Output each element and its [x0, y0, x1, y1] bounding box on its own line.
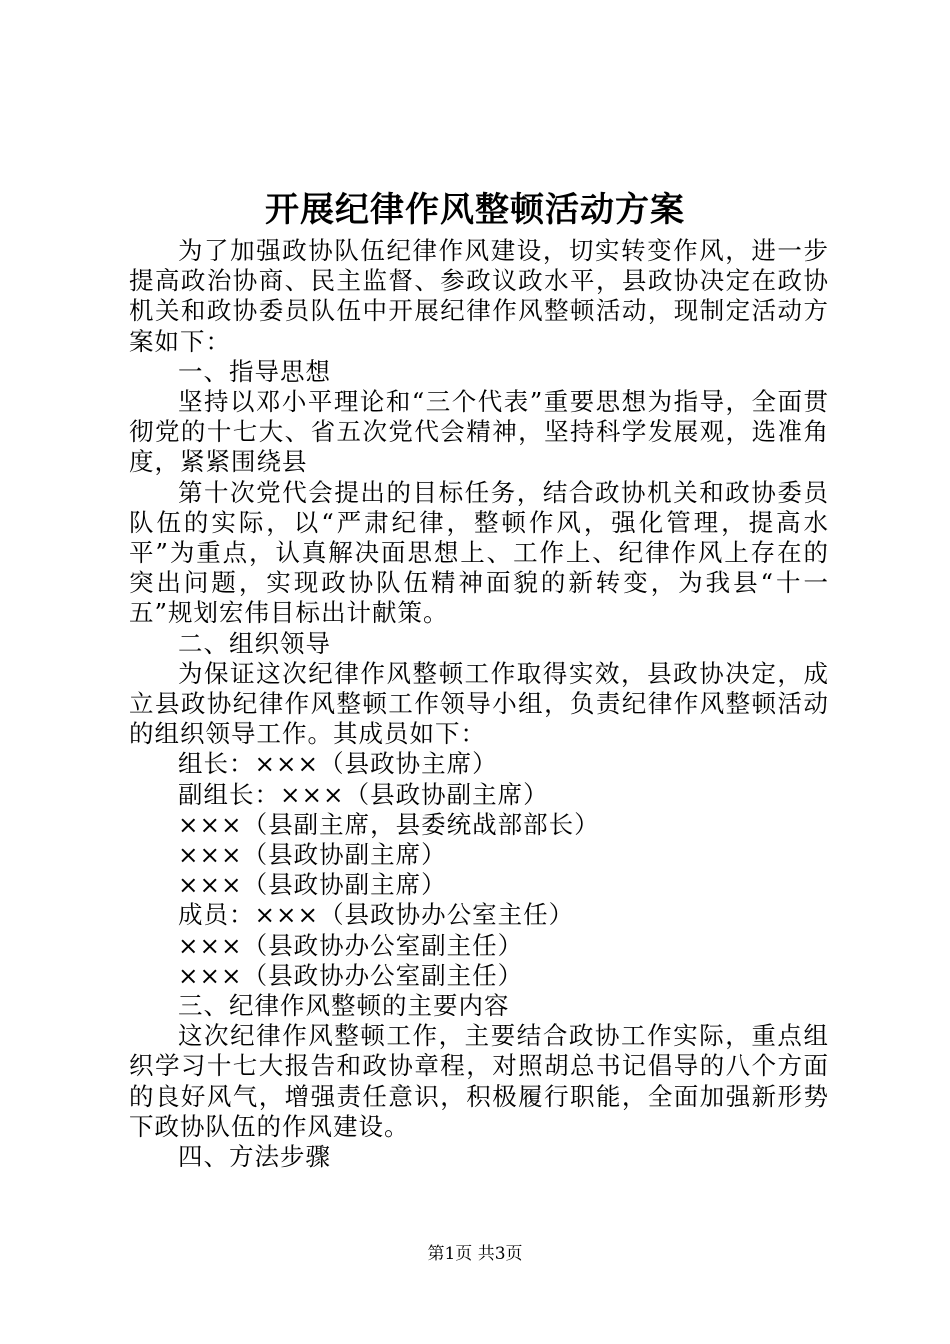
organization-paragraph: 为保证这次纪律作风整顿工作取得实效，县政协决定，成立县政协纪律作风整顿工作领导小组，负责纪律作风整顿活动的组织领导工作。其成员如下： [129, 658, 829, 749]
intro-paragraph: 为了加强政协队伍纪律作风建设，切实转变作风，进一步提高政治协商、民主监督、参政议政水平，县政协决定在政协机关和政协委员队伍中开展纪律作风整顿活动，现制定活动方案如下： [129, 236, 829, 356]
member-line: ×××（县政协副主席） [178, 870, 447, 900]
member-line: 组长：×××（县政协主席） [178, 749, 498, 779]
member-line: ×××（县政协办公室副主任） [178, 930, 524, 960]
document-title: 开展纪律作风整顿活动方案 [265, 190, 685, 230]
document-body [129, 236, 829, 1172]
page-footer: 第1页 共3页 [427, 1244, 523, 1264]
member-line: ×××（县政协副主席） [178, 840, 447, 870]
member-line: 副组长：×××（县政协副主席） [178, 779, 549, 809]
goals-paragraph: 第十次党代会提出的目标任务，结合政协机关和政协委员队伍的实际，以“严肃纪律，整顿作风，强化管理，提高水平”为重点，认真解决面思想上、工作上、纪律作风上存在的突出问题，实现政协队伍精神面貌的新转变，为我县“十一五”规划宏伟目标出计献策。 [129, 477, 829, 628]
section-heading-guiding-ideology: 一、指导思想 [178, 356, 331, 386]
member-line: 成员：×××（县政协办公室主任） [178, 900, 575, 930]
section-heading-main-content: 三、纪律作风整顿的主要内容 [178, 991, 510, 1021]
main-content-paragraph: 这次纪律作风整顿工作，主要结合政协工作实际，重点组织学习十七大报告和政协章程，对照胡总书记倡导的八个方面的良好风气，增强责任意识，积极履行职能，全面加强新形势下政协队伍的作风建设。 [129, 1021, 829, 1141]
member-line: ×××（县政协办公室副主任） [178, 960, 524, 990]
member-line: ×××（县副主席，县委统战部部长） [178, 809, 600, 839]
section-heading-organization: 二、组织领导 [178, 628, 331, 658]
section-heading-methods: 四、方法步骤 [178, 1142, 331, 1172]
guiding-ideology-paragraph: 坚持以邓小平理论和“三个代表”重要思想为指导，全面贯彻党的十七大、省五次党代会精神，坚持科学发展观，选准角度，紧紧围绕县 [129, 387, 829, 477]
